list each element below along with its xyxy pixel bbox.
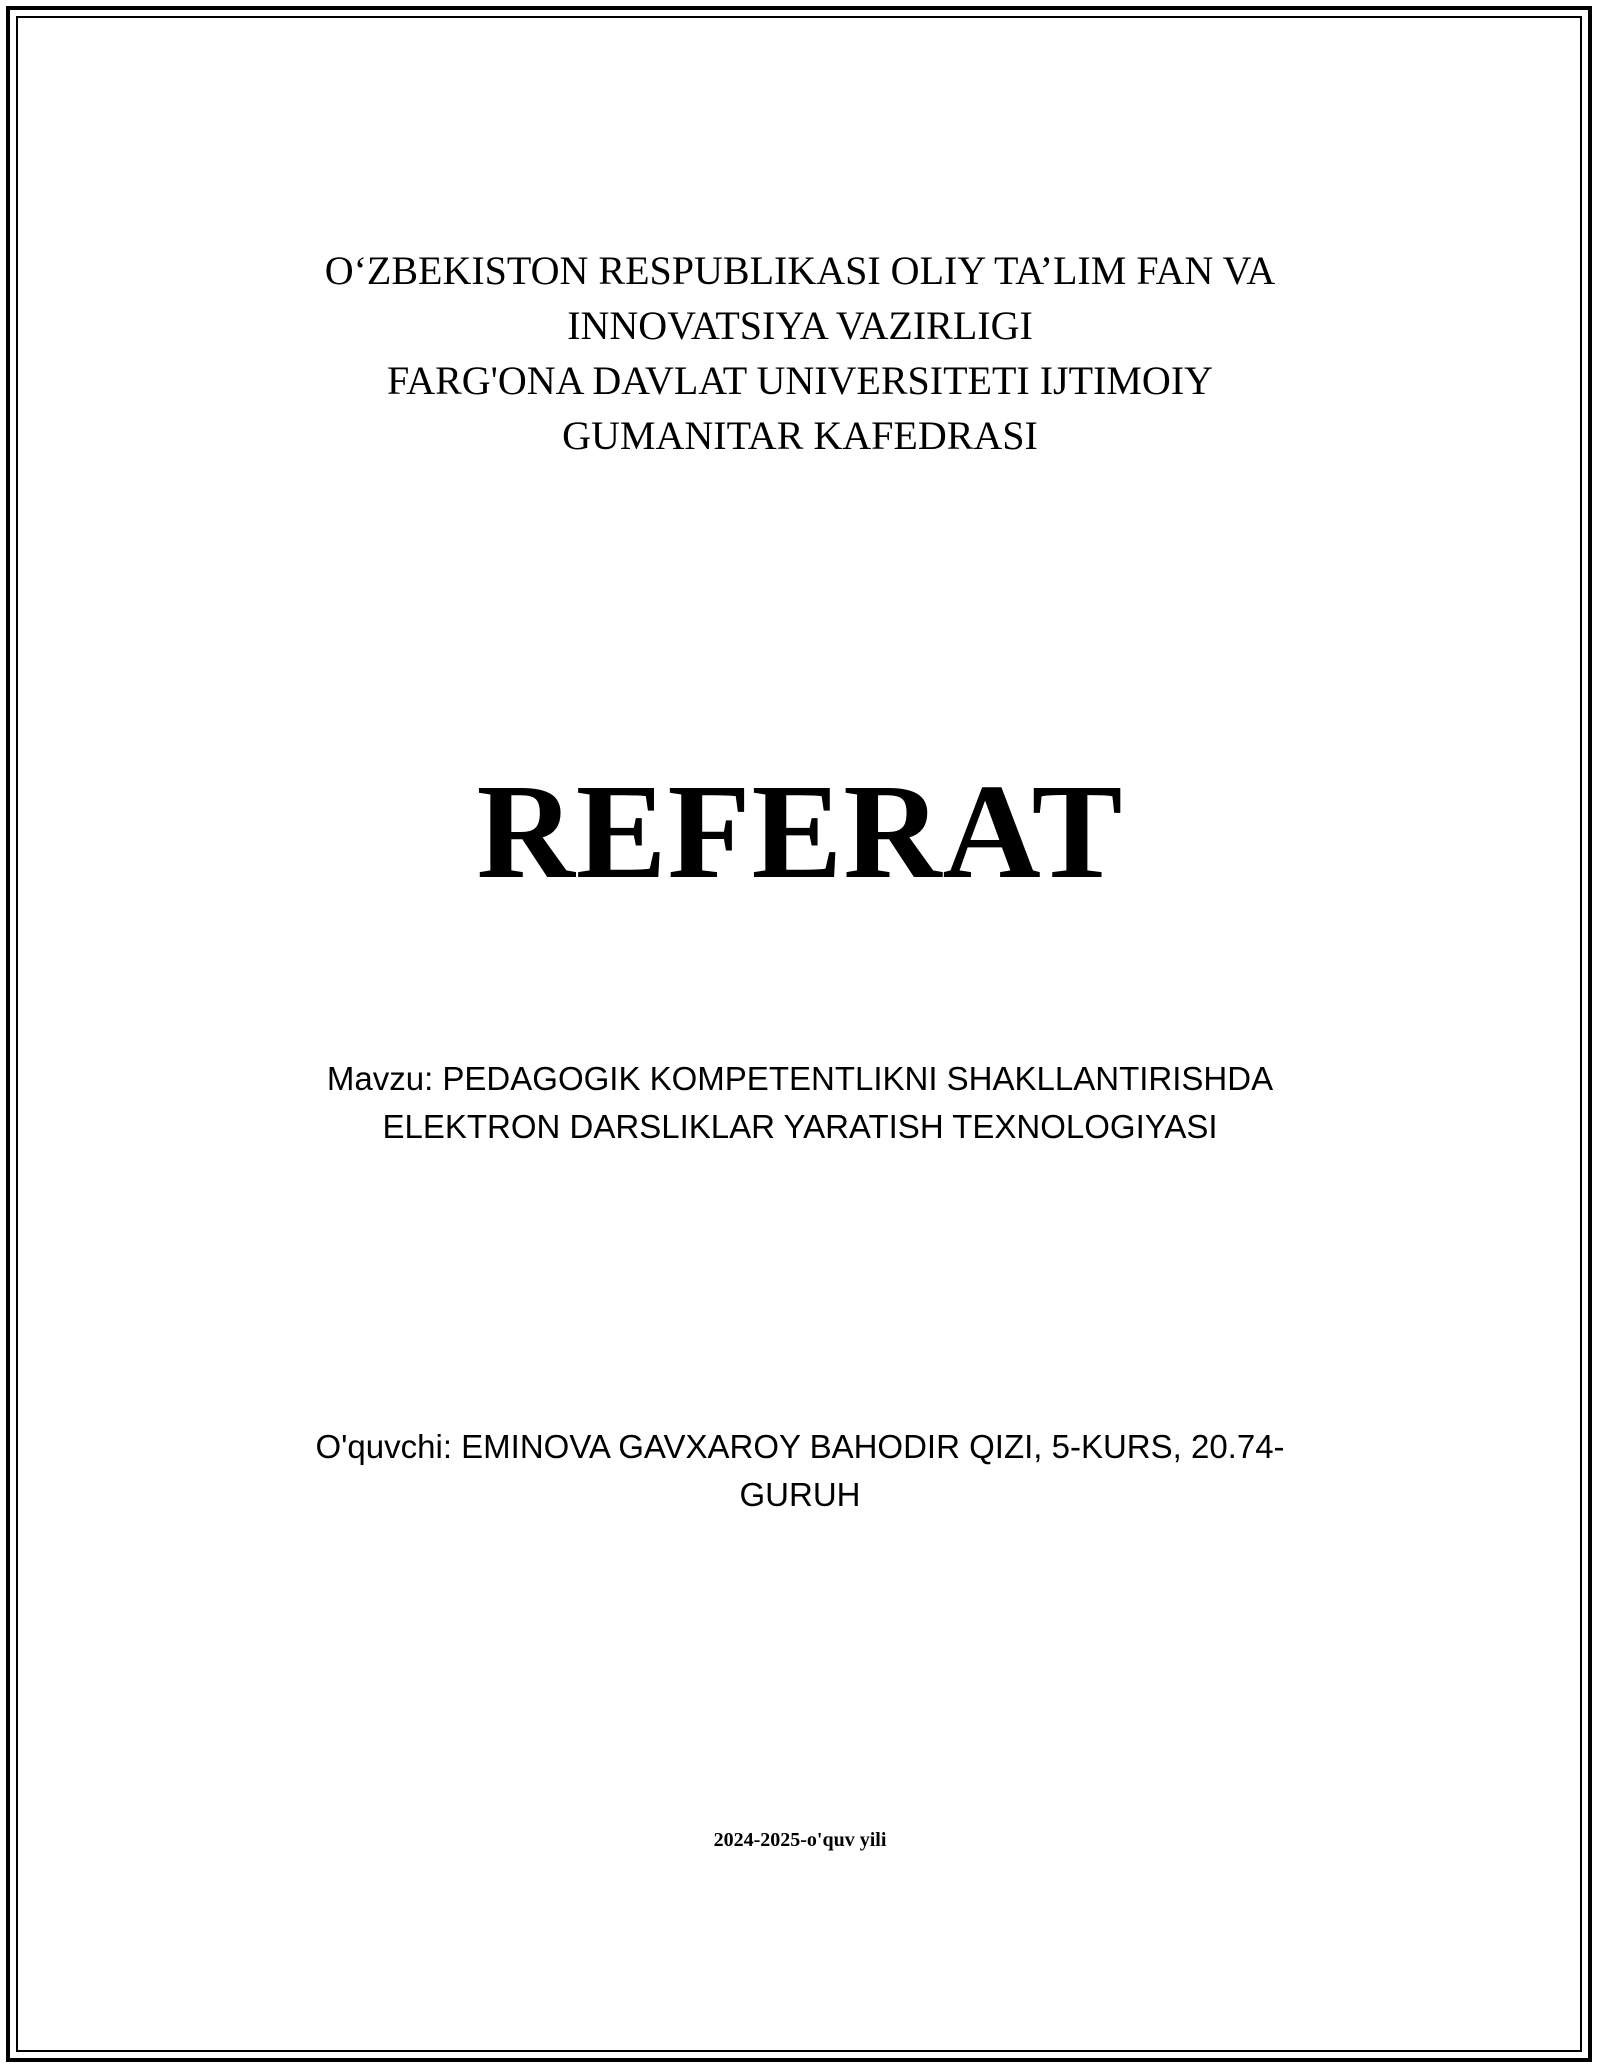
student-info bbox=[0, 1423, 1600, 1519]
header-line: FARG'ONA DAVLAT UNIVERSITETI IJTIMOIY bbox=[386, 358, 1214, 403]
document-title: REFERAT bbox=[476, 757, 1124, 907]
topic-line: ELEKTRON DARSLIKLAR YARATISH TEXNOLOGIYASI bbox=[382, 1108, 1218, 1145]
student-line: O'quvchi: EMINOVA GAVXAROY BAHODIR QIZI, 5-KURS, 20.74- bbox=[315, 1428, 1285, 1465]
header-line: GUMANITAR KAFEDRASI bbox=[562, 413, 1038, 458]
header-line: INNOVATSIYA VAZIRLIGI bbox=[567, 303, 1033, 348]
topic-line: Mavzu: PEDAGOGIK KOMPETENTLIKNI SHAKLLANTIRISHDA bbox=[326, 1060, 1274, 1097]
header-line: O‘ZBEKISTON RESPUBLIKASI OLIY TA’LIM FAN VA bbox=[324, 248, 1276, 293]
academic-year: 2024-2025-o'quv yili bbox=[713, 1829, 887, 1851]
ministry-header bbox=[0, 243, 1600, 463]
topic-block bbox=[0, 1055, 1600, 1151]
student-line: GURUH bbox=[739, 1476, 861, 1513]
